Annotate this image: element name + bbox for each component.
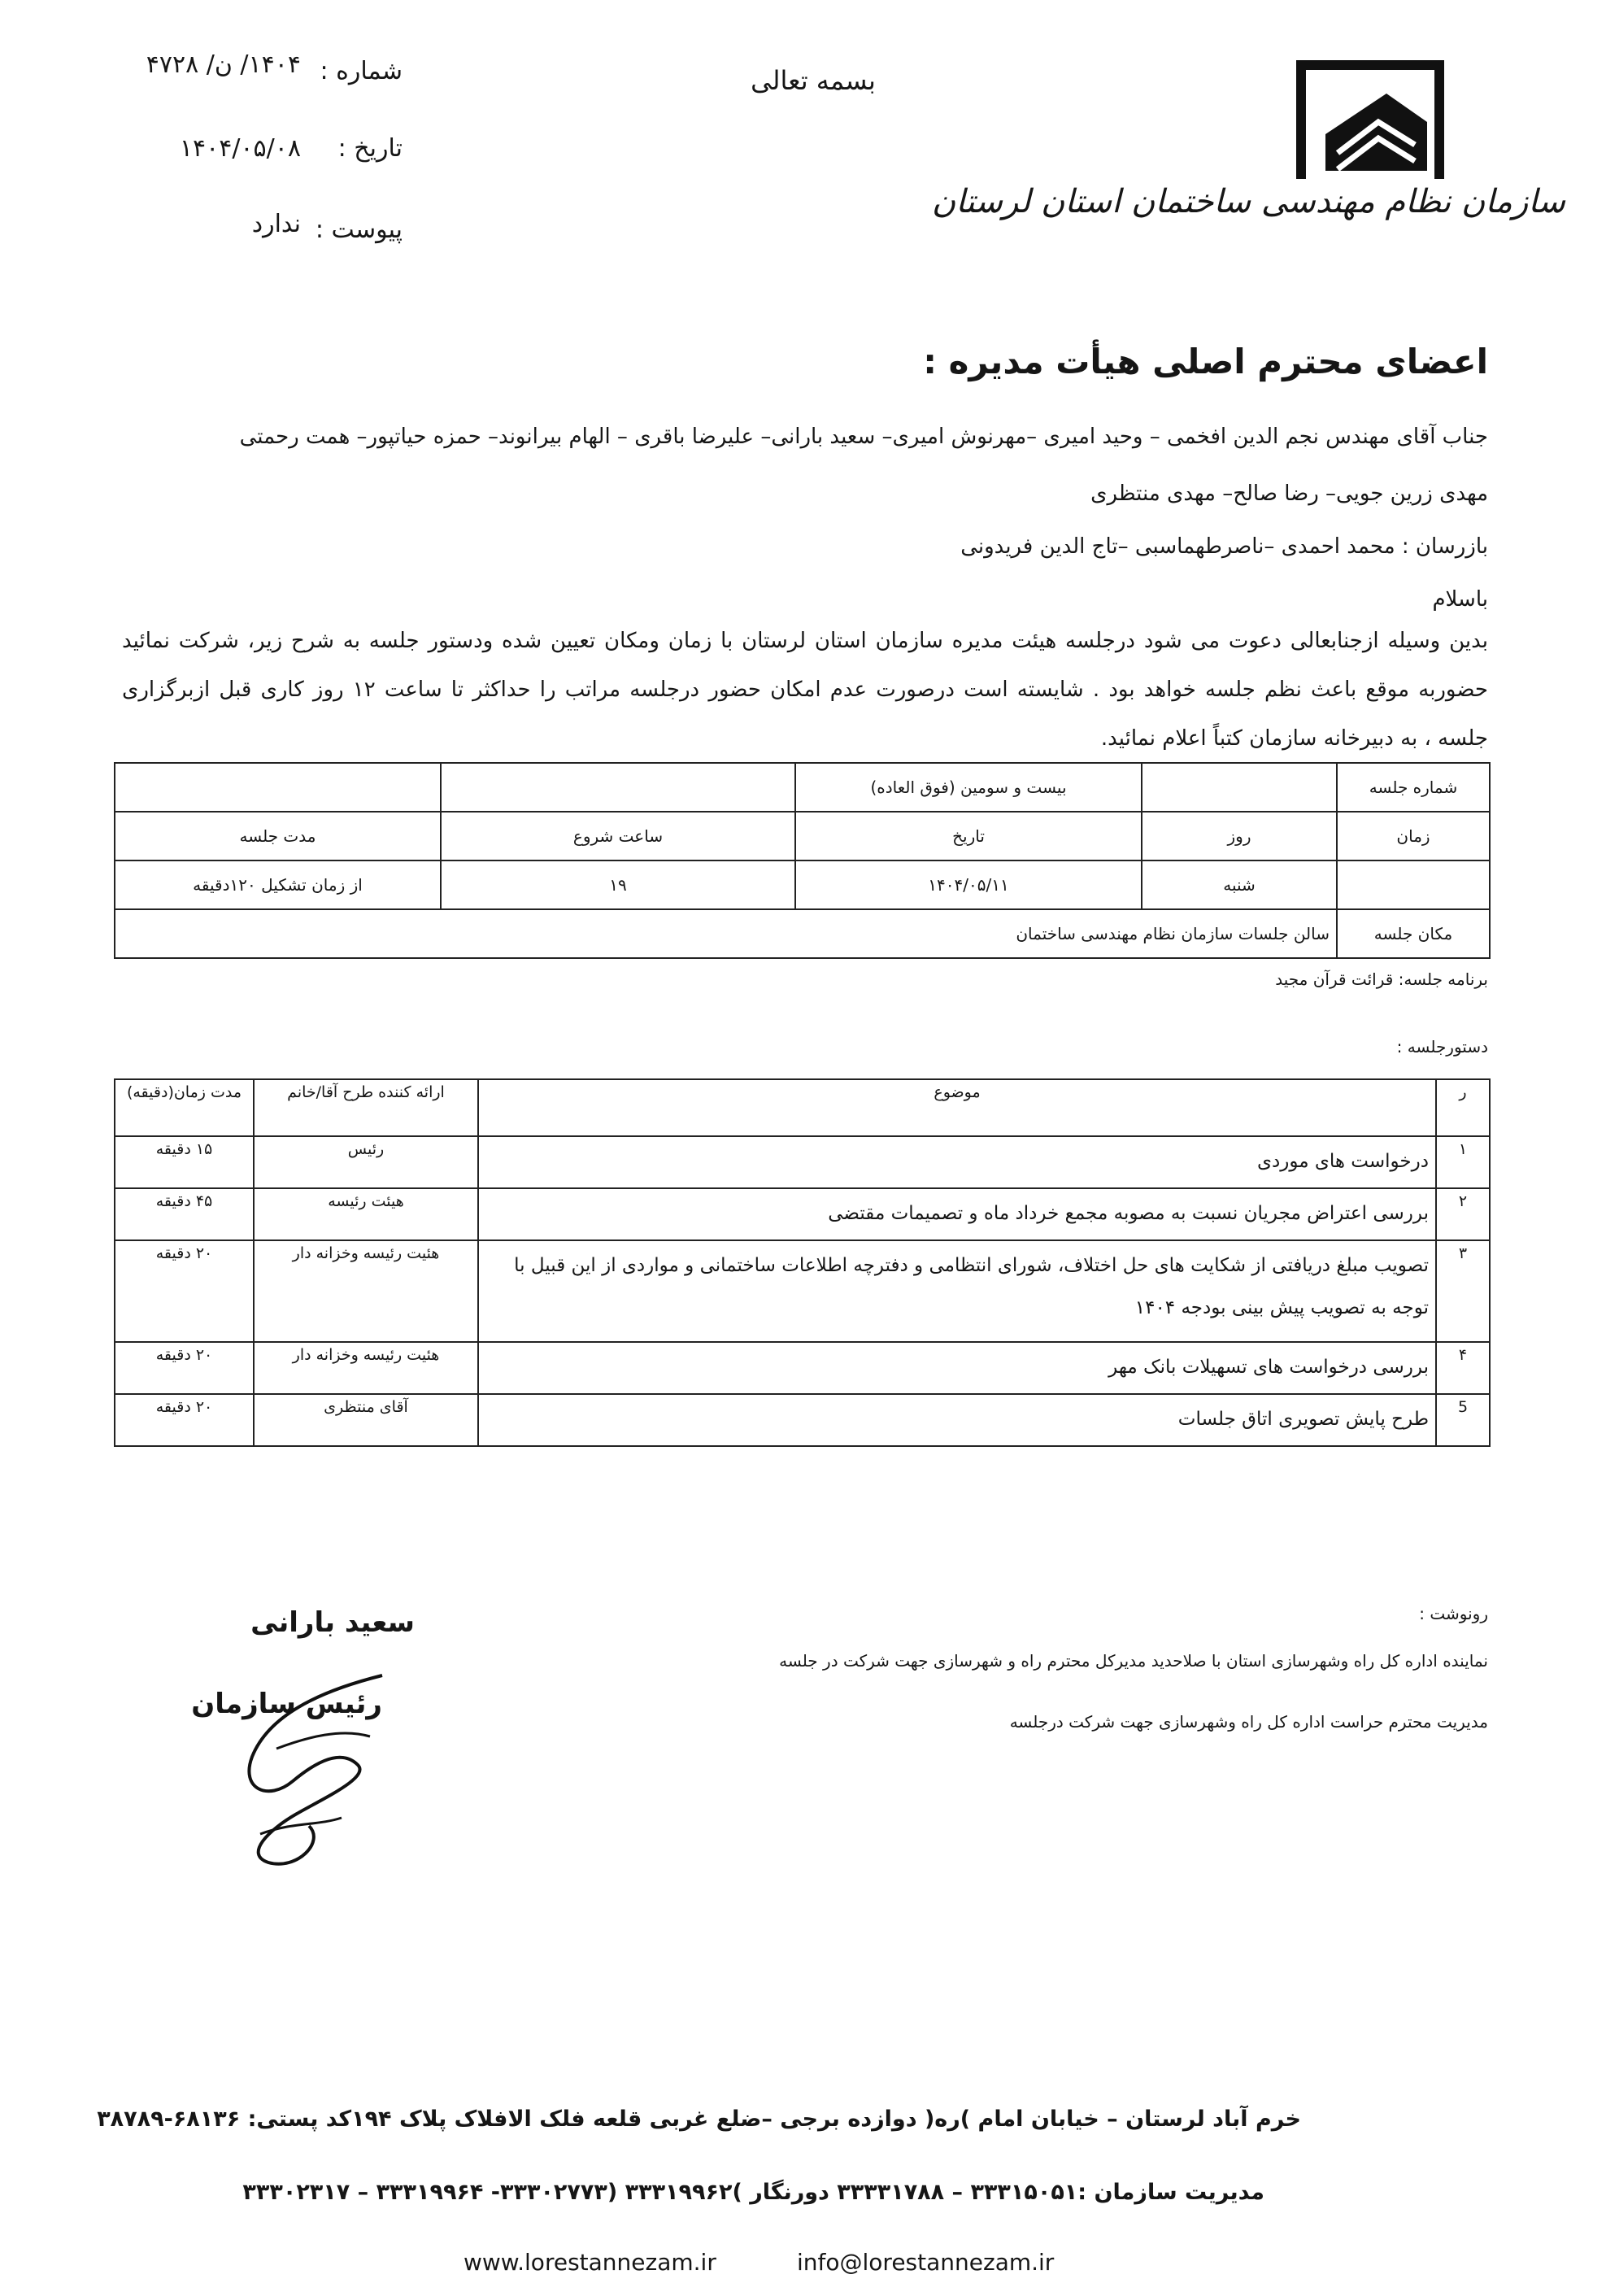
- agenda-row-number: 5: [1436, 1394, 1490, 1446]
- agenda-row-duration: ۲۰ دقیقه: [115, 1394, 254, 1446]
- agenda-row-presenter: هئیت رئیسه وخزانه دار: [254, 1342, 478, 1394]
- meeting-number-label: شماره جلسه: [1337, 763, 1490, 812]
- agenda-row-presenter: رئیس: [254, 1136, 478, 1188]
- salutation: اعضای محترم اصلی هیأت مدیره :: [923, 342, 1488, 381]
- number-label: شماره :: [320, 57, 403, 85]
- place-label: مکان جلسه: [1337, 909, 1490, 958]
- members-line-2: مهدی زرین جویی– رضا صالح– مهدی منتظری: [1090, 481, 1488, 506]
- footer-email[interactable]: info@lorestannezam.ir: [797, 2249, 1055, 2276]
- agenda-row-duration: ۴۵ دقیقه: [115, 1188, 254, 1240]
- organization-logo: [1293, 57, 1447, 179]
- copy-recipient-1: نماینده اداره کل راه وشهرسازی استان با صلاحدید مدیرکل محترم راه و شهرسازی جهت شرکت در جلسه: [779, 1651, 1488, 1671]
- time-label: زمان: [1337, 812, 1490, 860]
- copy-recipient-2: مدیریت محترم حراست اداره کل راه وشهرسازی جهت شرکت درجلسه: [1009, 1712, 1488, 1732]
- inspectors-line: بازرسان : محمد احمدی –ناصرطهماسبی –تاج الدین فریدونی: [960, 534, 1488, 559]
- agenda-row: [115, 1188, 1490, 1240]
- agenda-col-presenter: ارائه کننده طرح آقا/خانم: [254, 1079, 478, 1136]
- agenda-row-number: ۳: [1436, 1240, 1490, 1342]
- invitation-paragraph: بدین وسیله ازجنابعالی دعوت می شود درجلسه هیئت مدیره سازمان استان لرستان با زمان ومکان تعیین شده ودستور جلسه به شرح زیر، شرکت نمائید حضوربه موقع باعث نظم جلسه خواهد بود . شایسته است درصورت عدم امکان حضور درجلسه مراتب را حداکثر تا ساعت ۱۲ روز کاری قبل ازبرگزاری جلسه ، به دبیرخانه سازمان کتباً اعلام نمائید.: [122, 629, 1488, 751]
- letter-date: ۱۴۰۴/۰۵/۰۸: [179, 134, 301, 163]
- agenda-row-presenter: هیئت رئیسه: [254, 1188, 478, 1240]
- members-line-1: جناب آقای مهندس نجم الدین افخمی – وحید امیری –مهرنوش امیری– سعید بارانی– علیرضا باقری – الهام بیرانوند– حمزه حیاتپور– همت رحمتی: [239, 425, 1488, 449]
- agenda-row-duration: ۲۰ دقیقه: [115, 1240, 254, 1342]
- meeting-program: برنامه جلسه: قرائت قرآن مجید: [1275, 969, 1488, 989]
- agenda-table: [114, 1078, 1491, 1447]
- agenda-row: [115, 1136, 1490, 1188]
- greeting: باسلام: [1432, 587, 1488, 612]
- agenda-row-number: ۱: [1436, 1136, 1490, 1188]
- meeting-number-value: بیست و سومین (فوق العاده): [795, 763, 1142, 812]
- agenda-row-duration: ۱۵ دقیقه: [115, 1136, 254, 1188]
- footer-phones: مدیریت سازمان :۳۳۳۱۵۰۵۱ – ۳۳۳۳۱۷۸۸ دورنگار )۳۳۳۱۹۹۶۲ (۳۳۳۰۲۷۷۳- ۳۳۳۱۹۹۶۴ – ۳۳۳۰۲۳۱۷: [242, 2180, 1264, 2205]
- signatory-title: رئیس سازمان: [191, 1688, 382, 1720]
- letter-number: ۱۴۰۴/ ن/ ۴۷۲۸: [146, 50, 301, 79]
- agenda-row-subject: درخواست های موردی: [478, 1136, 1436, 1188]
- agenda-row-subject: طرح پایش تصویری اتاق جلسات: [478, 1394, 1436, 1446]
- agenda-row-subject: بررسی اعتراض مجریان نسبت به مصوبه مجمع خرداد ماه و تصمیمات مقتضی: [478, 1188, 1436, 1240]
- agenda-row-number: ۴: [1436, 1342, 1490, 1394]
- basmala: بسمه تعالی: [751, 65, 876, 96]
- footer-website[interactable]: www.lorestannezam.ir: [464, 2249, 716, 2276]
- agenda-label: دستورجلسه :: [1396, 1037, 1488, 1057]
- day-label: روز: [1142, 812, 1337, 860]
- date-label: تاریخ :: [337, 134, 403, 163]
- meeting-date: ۱۴۰۴/۰۵/۱۱: [795, 860, 1142, 909]
- meeting-place: سالن جلسات سازمان نظام مهندسی ساختمان: [115, 909, 1337, 958]
- agenda-row-subject: تصویب مبلغ دریافتی از شکایت های حل اختلاف، شورای انتظامی و دفترچه اطلاعات ساختمانی و مواردی از این قبیل با توجه به تصویب پیش بینی بودجه ۱۴۰۴: [478, 1240, 1436, 1342]
- agenda-row-number: ۲: [1436, 1188, 1490, 1240]
- handwritten-signature: [220, 1659, 431, 1871]
- start-time-header: ساعت شروع: [441, 812, 795, 860]
- meeting-duration: از زمان تشکیل ۱۲۰دقیقه: [115, 860, 441, 909]
- meeting-info-table: [114, 762, 1491, 959]
- attachment-label: پیوست :: [315, 216, 403, 244]
- agenda-row-duration: ۲۰ دقیقه: [115, 1342, 254, 1394]
- date-header: تاریخ: [795, 812, 1142, 860]
- agenda-col-subject: موضوع: [478, 1079, 1436, 1136]
- agenda-row-presenter: هئیت رئیسه وخزانه دار: [254, 1240, 478, 1342]
- copies-label: رونوشت :: [1419, 1604, 1488, 1623]
- meeting-start-time: ۱۹: [441, 860, 795, 909]
- signatory-name: سعید بارانی: [250, 1606, 415, 1639]
- agenda-col-number: ر: [1436, 1079, 1490, 1136]
- meeting-day: شنبه: [1142, 860, 1337, 909]
- agenda-row-presenter: آقای منتظری: [254, 1394, 478, 1446]
- agenda-col-duration: مدت زمان(دقیقه): [115, 1079, 254, 1136]
- attachment-value: ندارد: [251, 210, 301, 238]
- agenda-row: [115, 1394, 1490, 1446]
- agenda-row: [115, 1342, 1490, 1394]
- agenda-row-subject: بررسی درخواست های تسهیلات بانک مهر: [478, 1342, 1436, 1394]
- organization-name: سازمان نظام مهندسی ساختمان استان لرستان: [931, 183, 1565, 220]
- duration-header: مدت جلسه: [115, 812, 441, 860]
- footer-address: خرم آباد لرستان – خیابان امام )ره( دوازده برجی –ضلع غربی قلعه فلک الافلاک پلاک ۱۹۴کد پستی: ۶۸۱۳۶-۳۸۷۸۹: [97, 2106, 1301, 2132]
- agenda-row: [115, 1240, 1490, 1342]
